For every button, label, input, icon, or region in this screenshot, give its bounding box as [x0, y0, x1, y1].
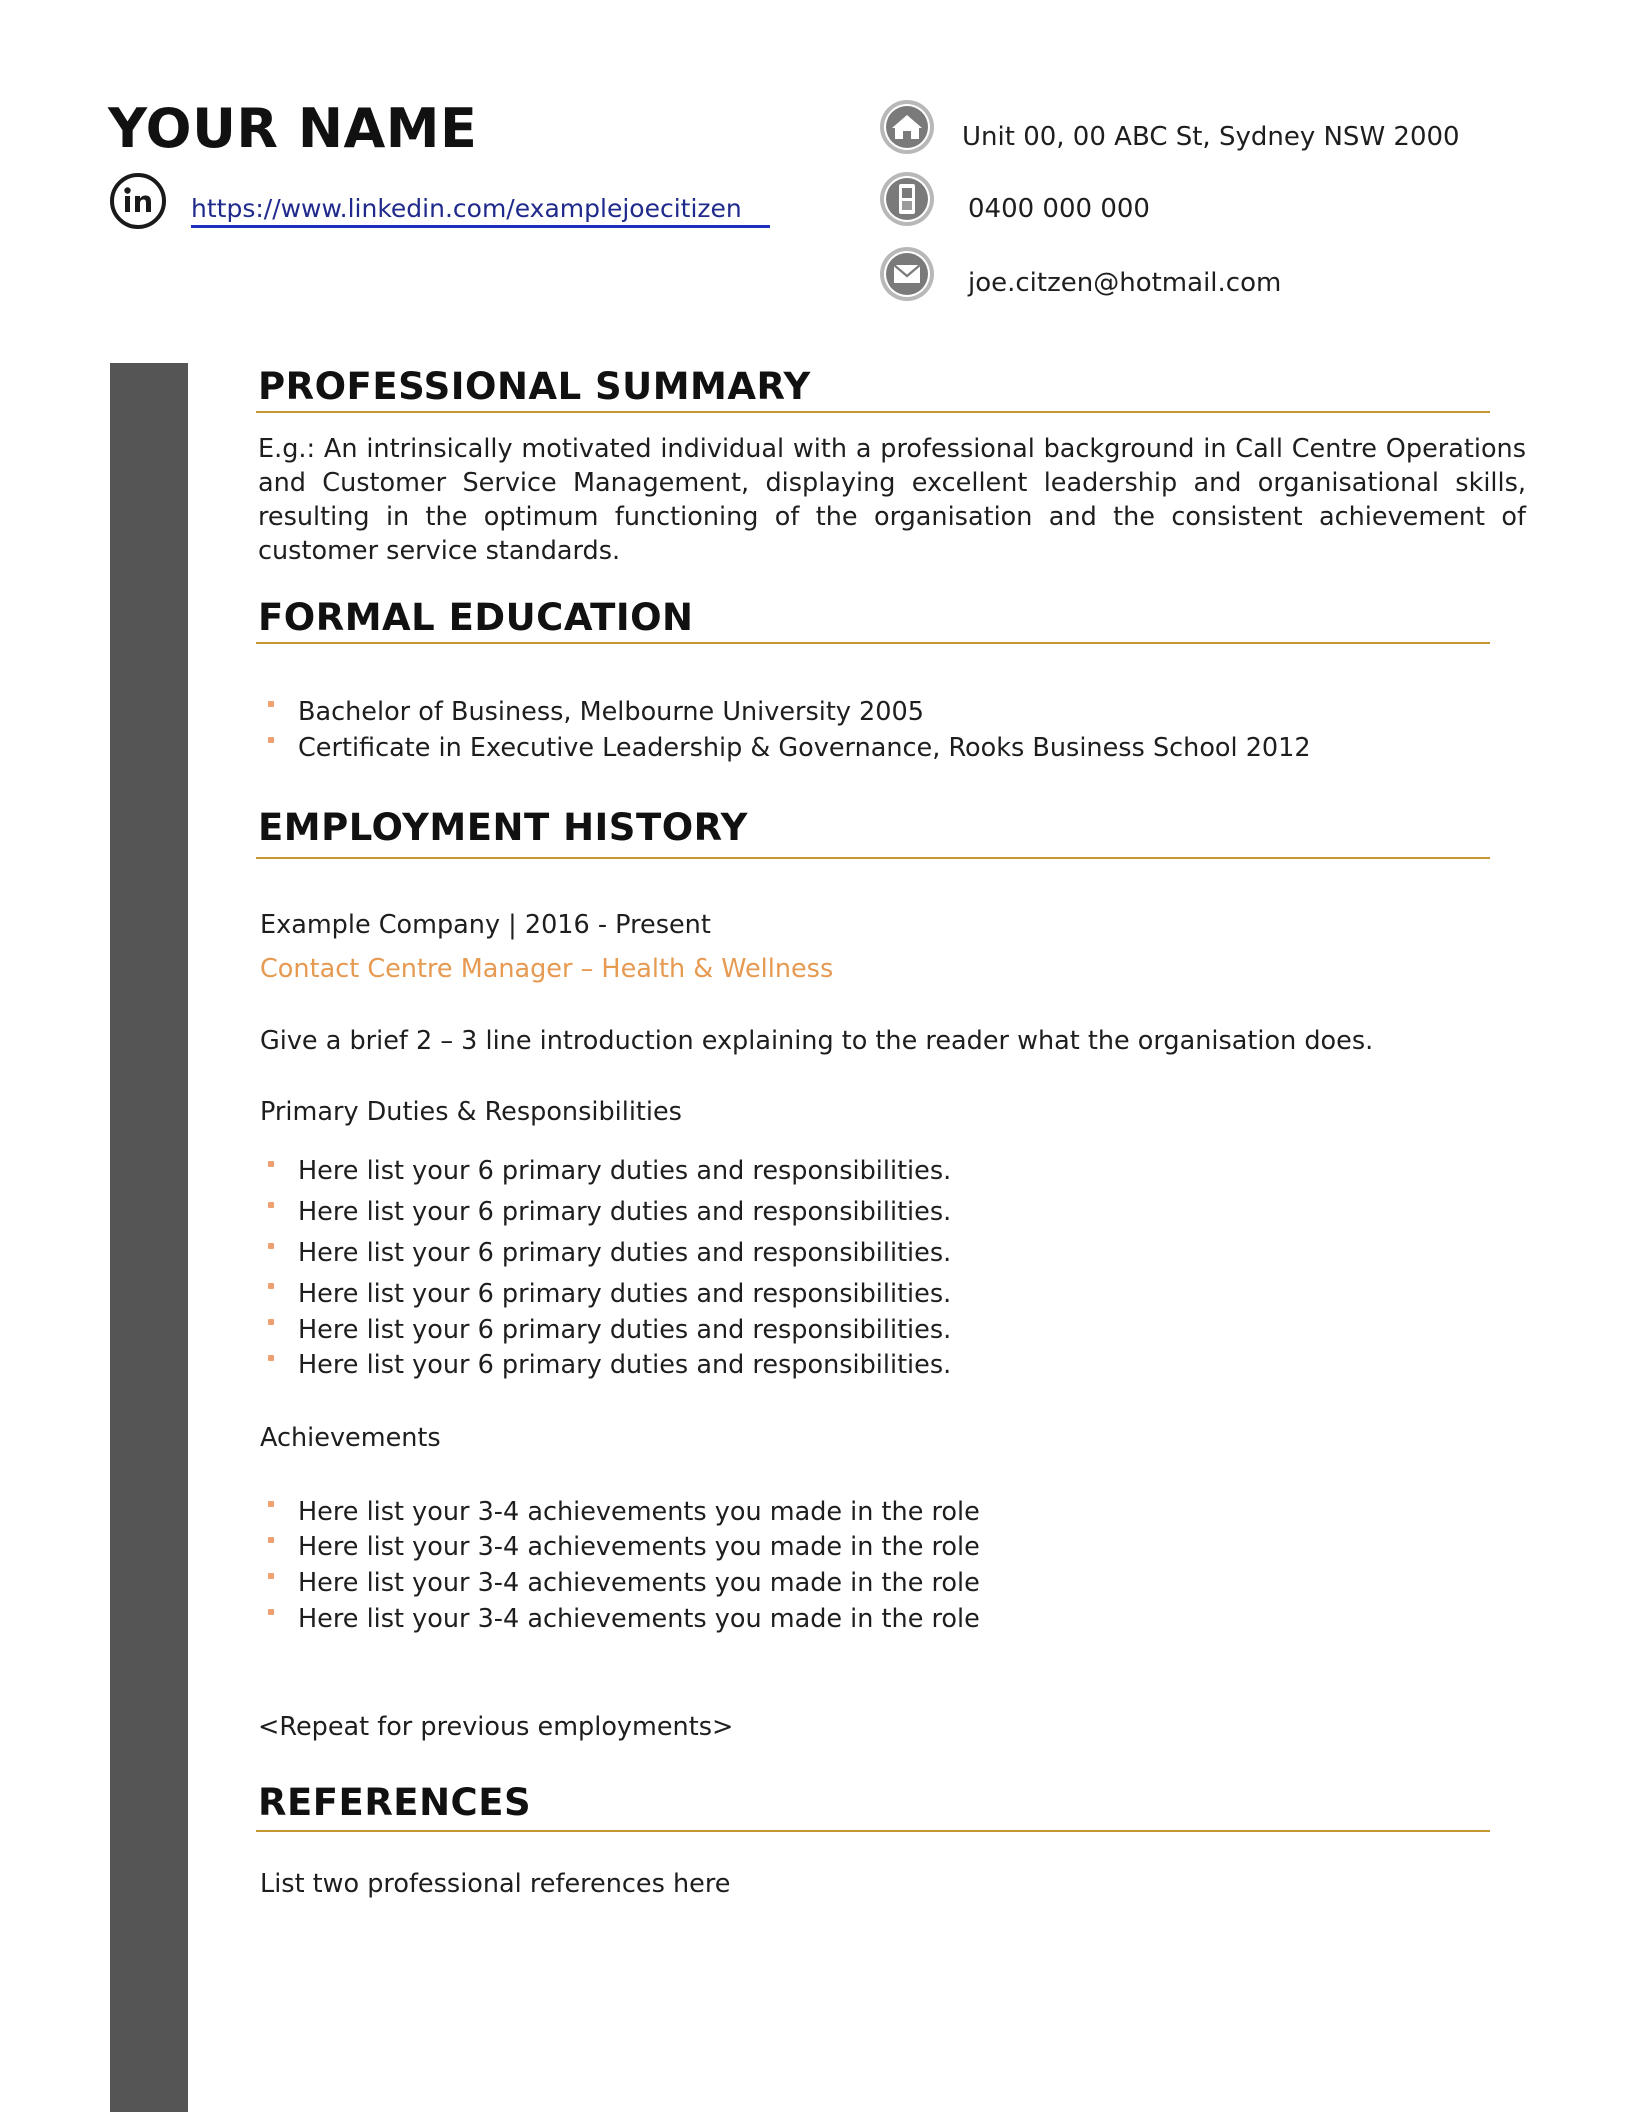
achievement-text: Here list your 3-4 achievements you made in the role [298, 1604, 980, 1634]
achievement-text: Here list your 3-4 achievements you made in the role [298, 1568, 980, 1598]
achievement-text: Here list your 3-4 achievements you made in the role [298, 1532, 980, 1562]
duty-text: Here list your 6 primary duties and responsibilities. [298, 1197, 952, 1227]
repeat-note: <Repeat for previous employments> [258, 1712, 734, 1742]
duties-heading: Primary Duties & Responsibilities [260, 1097, 682, 1127]
duty-text: Here list your 6 primary duties and responsibilities. [298, 1238, 952, 1268]
bullet-icon [268, 1537, 274, 1543]
bullet-icon [268, 737, 274, 743]
employment-heading: EMPLOYMENT HISTORY [258, 806, 748, 849]
phone-text: 0400 000 000 [968, 194, 1150, 224]
summary-heading: PROFESSIONAL SUMMARY [258, 365, 811, 408]
duty-text: Here list your 6 primary duties and responsibilities. [298, 1156, 952, 1186]
resume-name: YOUR NAME [108, 97, 478, 160]
references-text: List two professional references here [260, 1869, 731, 1899]
achievements-heading: Achievements [260, 1423, 441, 1453]
linkedin-link[interactable]: https://www.linkedin.com/examplejoecitizen [191, 192, 770, 228]
company-line: Example Company | 2016 - Present [260, 910, 711, 940]
bullet-icon [268, 1573, 274, 1579]
email-text[interactable]: joe.citzen@hotmail.com [968, 268, 1282, 298]
email-icon [878, 245, 936, 303]
role-title: Contact Centre Manager – Health & Wellness [260, 954, 834, 984]
references-divider [256, 1830, 1490, 1832]
references-heading: REFERENCES [258, 1781, 532, 1824]
education-item-text: Certificate in Executive Leadership & Governance, Rooks Business School 2012 [298, 733, 1311, 763]
duty-text: Here list your 6 primary duties and responsibilities. [298, 1315, 952, 1345]
bullet-icon [268, 1355, 274, 1361]
address-text: Unit 00, 00 ABC St, Sydney NSW 2000 [962, 122, 1460, 152]
duty-text: Here list your 6 primary duties and responsibilities. [298, 1350, 952, 1380]
summary-divider [256, 411, 1490, 413]
bullet-icon [268, 1202, 274, 1208]
sidebar-bar [110, 363, 188, 2112]
bullet-icon [268, 1161, 274, 1167]
home-icon [878, 98, 936, 156]
linkedin-icon[interactable] [109, 172, 167, 230]
phone-icon [878, 170, 936, 228]
company-intro: Give a brief 2 – 3 line introduction explaining to the reader what the organisation does. [260, 1026, 1374, 1056]
bullet-icon [268, 1283, 274, 1289]
bullet-icon [268, 701, 274, 707]
achievement-text: Here list your 3-4 achievements you made in the role [298, 1497, 980, 1527]
summary-text: E.g.: An intrinsically motivated individual with a professional background in Call Centre Operations and Customer Service Management, displaying excellent leadership and organisational skills, resulting in the optimum functioning of the organisation and the consistent achievement of customer service standards. [258, 434, 1526, 566]
bullet-icon [268, 1501, 274, 1507]
education-divider [256, 642, 1490, 644]
bullet-icon [268, 1243, 274, 1249]
bullet-icon [268, 1609, 274, 1615]
education-item-text: Bachelor of Business, Melbourne University 2005 [298, 697, 924, 727]
education-heading: FORMAL EDUCATION [258, 596, 694, 639]
duty-text: Here list your 6 primary duties and responsibilities. [298, 1279, 952, 1309]
employment-divider [256, 857, 1490, 859]
bullet-icon [268, 1319, 274, 1325]
